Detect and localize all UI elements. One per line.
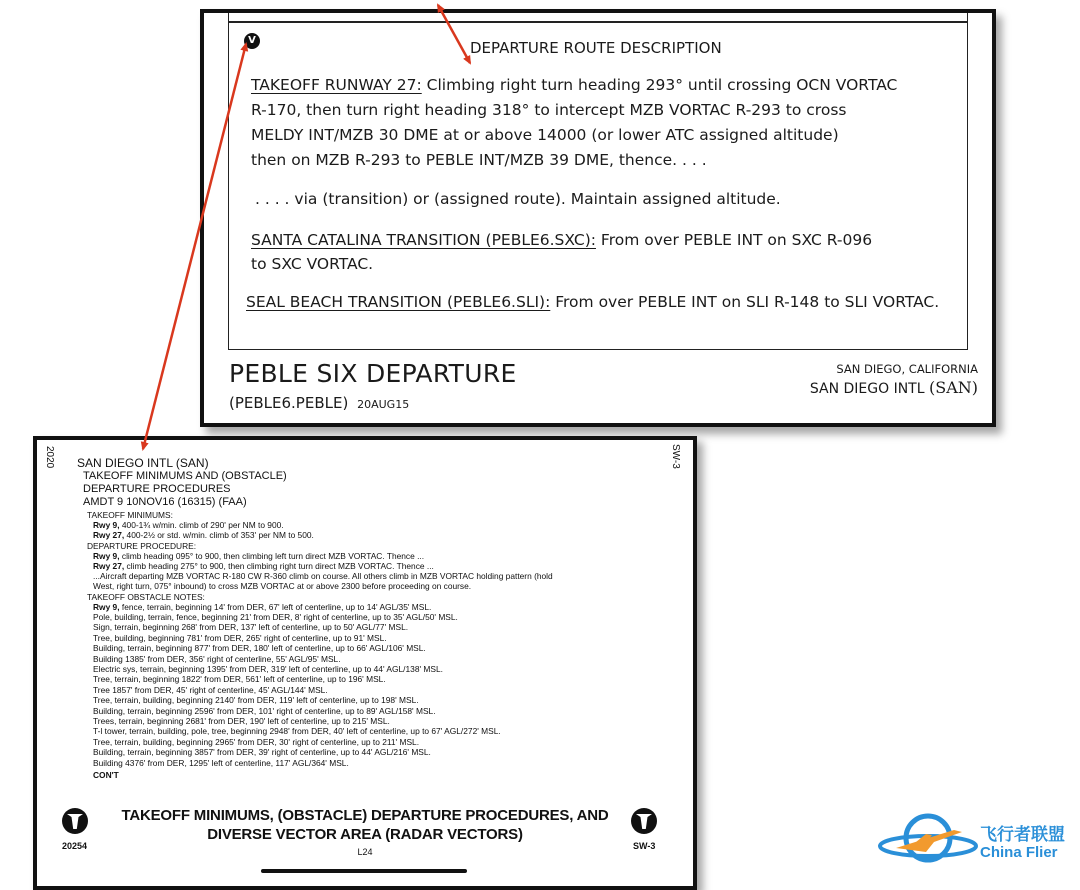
departure-procedure-label: DEPARTURE PROCEDURE: xyxy=(87,541,197,551)
obstacle-notes-label: TAKEOFF OBSTACLE NOTES: xyxy=(87,592,205,602)
min-rwy9-label: Rwy 9, xyxy=(93,520,120,530)
obstacle-item: Tree, terrain, building, beginning 2140' from DER, 119' left of centerline, up to 198' MSL. xyxy=(93,695,419,706)
takeoff-line-1: Climbing right turn heading 293° until crossing OCN VORTAC xyxy=(426,76,898,94)
page-number: L24 xyxy=(357,847,373,857)
dp-note-line-2: West, right turn, 075° inbound) to cross MZB VORTAC at or above 2300 before proceeding on course. xyxy=(93,581,472,591)
arrow-top-to-description xyxy=(438,5,470,63)
obstacle-item: Tree 1857' from DER, 45' right of centerline, 45' AGL/144' MSL. xyxy=(93,684,328,695)
china-flier-watermark xyxy=(876,808,1076,878)
arrow-symbol-to-minimums xyxy=(143,44,246,449)
catalina-transition-label: SANTA CATALINA TRANSITION (PEBLE6.SXC): xyxy=(251,231,596,249)
takeoff-minimums-v-icon: V xyxy=(244,33,260,49)
takeoff-line-3: MELDY INT/MZB 30 DME at or above 14000 (or lower ATC assigned altitude) xyxy=(251,126,839,144)
dp-rwy9-label: Rwy 9, xyxy=(93,551,120,561)
side-code-label: SW-3 xyxy=(670,444,681,469)
watermark-english: China Flier xyxy=(980,844,1058,861)
dp-note-line-1: ...Aircraft departing MZB VORTAC R-180 CW R-360 climb on course. All others climb in MZB VORTAC holding pattern (hold xyxy=(93,571,553,581)
footer-title-line-1: TAKEOFF MINIMUMS, (OBSTACLE) DEPARTURE PROCEDURES, AND xyxy=(121,807,609,824)
watermark-chinese: 飞行者联盟 xyxy=(980,825,1065,845)
obstacle-item: T-l tower, terrain, building, pole, tree, beginning 2948' from DER, 40' left of centerline, up to 67' AGL/272' MSL. xyxy=(93,726,501,737)
route-description-heading: DEPARTURE ROUTE DESCRIPTION xyxy=(470,39,722,57)
obstacle-item: Tree, terrain, beginning 1822' from DER, 561' left of centerline, up to 196' MSL. xyxy=(93,674,386,685)
obstacle-item: Tree, terrain, building, beginning 2965' from DER, 30' right of centerline, up to 211' MSL. xyxy=(93,736,420,747)
obstacle-item: Building 1385' from DER, 356' right of centerline, 55' AGL/95' MSL. xyxy=(93,653,341,664)
airport-title: SAN DIEGO INTL (SAN) xyxy=(77,456,209,470)
obstacle-item: Building, terrain, beginning 2596' from DER, 101' right of centerline, up to 89' AGL/158' MSL. xyxy=(93,705,436,716)
via-transition-line: . . . . via (transition) or (assigned route). Maintain assigned altitude. xyxy=(255,190,781,208)
footer-title-line-2: DIVERSE VECTOR AREA (RADAR VECTORS) xyxy=(207,826,523,843)
airport-code: (SAN) xyxy=(929,378,978,397)
takeoff-runway-27-label: TAKEOFF RUNWAY 27: xyxy=(251,76,422,94)
obstacle-item: Building, terrain, beginning 3857' from DER, 39' right of centerline, up to 44' AGL/216' MSL. xyxy=(93,747,431,758)
footer-code-left: 20254 xyxy=(62,841,88,851)
amendment-line: AMDT 9 10NOV16 (16315) (FAA) xyxy=(83,496,247,508)
obst-rwy9-label: Rwy 9, xyxy=(93,602,120,612)
heading-line-1: TAKEOFF MINIMUMS AND (OBSTACLE) xyxy=(83,470,287,482)
obstacle-item: Building, terrain, beginning 877' from DER, 180' left of centerline, up to 66' AGL/106' MSL. xyxy=(93,643,426,654)
side-year-label: 2020 xyxy=(44,446,55,469)
min-rwy27-text: 400-2½ or std. w/min. climb of 353' per NM to 500. xyxy=(126,530,314,540)
min-rwy27-label: Rwy 27, xyxy=(93,530,125,540)
seal-beach-line-1: From over PEBLE INT on SLI R-148 to SLI VORTAC. xyxy=(555,293,940,311)
obstacle-item: Tree, building, beginning 781' from DER, 265' right of centerline, up to 91' MSL. xyxy=(93,632,387,643)
takeoff-line-2: R-170, then turn right heading 318° to intercept MZB VORTAC R-293 to cross xyxy=(251,101,847,119)
obstacle-item: Building 4376' from DER, 1295' left of centerline, 117' AGL/364' MSL. xyxy=(93,757,349,768)
footer-code-right: SW-3 xyxy=(633,841,656,851)
obst-rwy9-text: fence, terrain, beginning 14' from DER, 67' left of centerline, up to 14' AGL/35' MSL. xyxy=(121,602,432,612)
obstacle-item: Trees, terrain, beginning 2681' from DER, 190' left of centerline, up to 215' MSL. xyxy=(93,716,390,727)
location-label: SAN DIEGO, CALIFORNIA xyxy=(836,362,978,376)
catalina-line-2: to SXC VORTAC. xyxy=(251,255,374,273)
departure-title: PEBLE SIX DEPARTURE xyxy=(229,359,517,388)
min-rwy9-text: 400-1¾ w/min. climb of 290' per NM to 900. xyxy=(121,520,284,530)
obstacle-item: Sign, terrain, beginning 268' from DER, 137' left of centerline, up to 50' AGL/77' MSL. xyxy=(93,622,409,633)
airport-name: SAN DIEGO INTL xyxy=(809,381,925,397)
catalina-line-1: From over PEBLE INT on SXC R-096 xyxy=(600,231,873,249)
dp-rwy27-label: Rwy 27, xyxy=(93,561,125,571)
takeoff-line-4: then on MZB R-293 to PEBLE INT/MZB 39 DME, thence. . . . xyxy=(251,151,707,169)
dp-rwy9-text: climb heading 095° to 900, then climbing left turn direct MZB VORTAC. Thence ... xyxy=(121,551,425,561)
dp-rwy27-text: climb heading 275° to 900, then climbing right turn direct MZB VORTAC. Thence ... xyxy=(126,561,434,571)
continued-label: CON'T xyxy=(93,770,119,780)
takeoff-minimums-label: TAKEOFF MINIMUMS: xyxy=(87,510,173,520)
departure-subtitle: (PEBLE6.PEBLE) xyxy=(229,394,349,412)
obstacle-item: Electric sys, terrain, beginning 1395' from DER, 319' left of centerline, up to 44' AGL/138' MSL. xyxy=(93,664,443,675)
chart-date: 20AUG15 xyxy=(357,398,410,411)
seal-beach-transition-label: SEAL BEACH TRANSITION (PEBLE6.SLI): xyxy=(246,293,551,311)
obstacle-item: Pole, building, terrain, fence, beginning 21' from DER, 8' right of centerline, up to 35' AGL/50' MSL. xyxy=(93,612,458,622)
heading-line-2: DEPARTURE PROCEDURES xyxy=(83,483,231,495)
